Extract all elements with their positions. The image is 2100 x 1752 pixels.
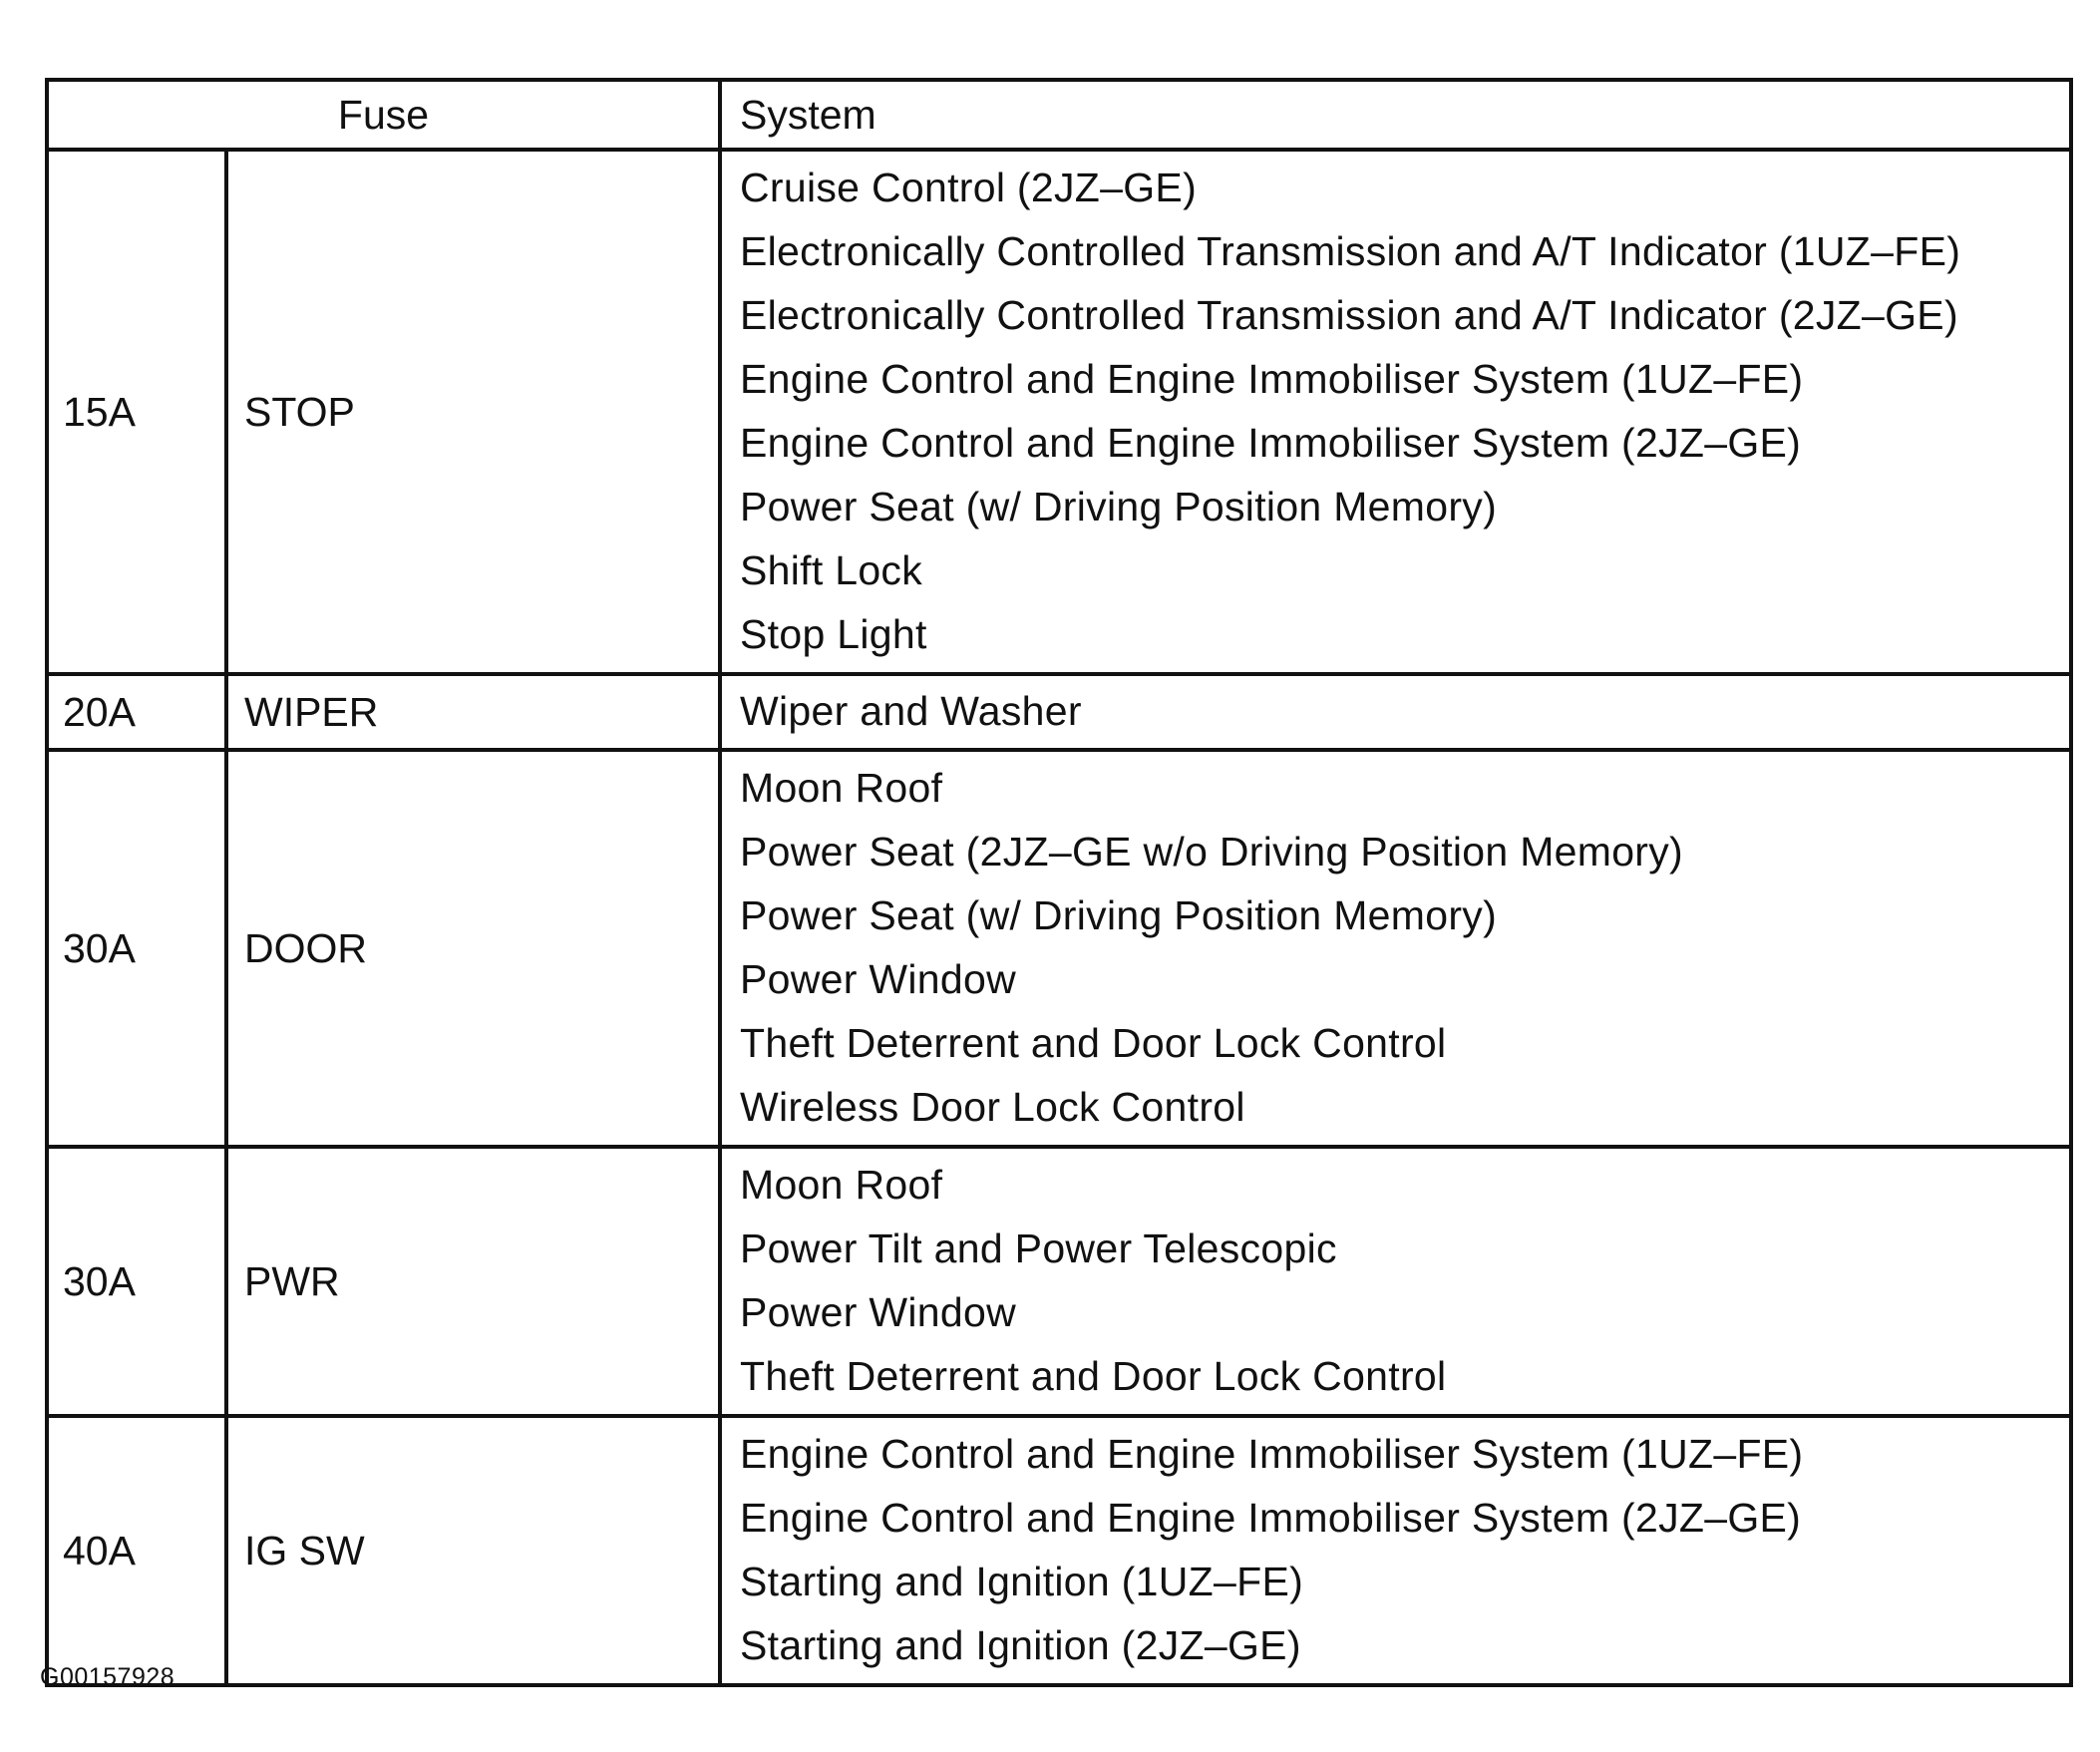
- figure-id: G00157928: [40, 1663, 175, 1691]
- system-item: Electronically Controlled Transmission and A/T Indicator (2JZ–GE): [740, 292, 1958, 338]
- fuse-name-cell: IG SW: [226, 1416, 720, 1685]
- system-list-cell: [720, 674, 2071, 750]
- system-item: Engine Control and Engine Immobiliser System (1UZ–FE): [740, 1431, 1804, 1477]
- fuse-name-cell: PWR: [226, 1147, 720, 1416]
- system-item: Power Window: [740, 956, 1017, 1002]
- system-list-cell: [720, 150, 2071, 674]
- system-list-cell: [720, 750, 2071, 1147]
- system-item: Power Window: [740, 1289, 1017, 1335]
- fuse-name-cell: STOP: [226, 150, 720, 674]
- fuse-amperage-cell: 20A: [47, 674, 226, 750]
- system-column-header: System: [720, 80, 2071, 150]
- fuse-name-cell: DOOR: [226, 750, 720, 1147]
- system-item: Electronically Controlled Transmission and A/T Indicator (1UZ–FE): [740, 228, 1961, 274]
- fuse-amperage-cell: 30A: [47, 1147, 226, 1416]
- table-row: [47, 1147, 2071, 1416]
- fuse-table: [45, 78, 2073, 1687]
- system-item: Power Seat (2JZ–GE w/o Driving Position Memory): [740, 829, 1684, 875]
- system-item: Moon Roof: [740, 1162, 943, 1208]
- system-list-cell: [720, 1416, 2071, 1685]
- system-item: Theft Deterrent and Door Lock Control: [740, 1020, 1447, 1066]
- fuse-amperage-cell: 40A: [47, 1416, 226, 1685]
- fuse-amperage-cell: 30A: [47, 750, 226, 1147]
- system-item: Wiper and Washer: [740, 688, 1082, 734]
- table-row: [47, 674, 2071, 750]
- system-item: Power Tilt and Power Telescopic: [740, 1226, 1337, 1271]
- system-item: Starting and Ignition (1UZ–FE): [740, 1559, 1304, 1604]
- system-item: Engine Control and Engine Immobiliser System (1UZ–FE): [740, 356, 1804, 402]
- system-list-cell: [720, 1147, 2071, 1416]
- fuse-column-header: Fuse: [47, 80, 720, 150]
- table-header-row: [47, 80, 2071, 150]
- system-item: Stop Light: [740, 611, 927, 657]
- table-row: [47, 1416, 2071, 1685]
- system-item: Engine Control and Engine Immobiliser System (2JZ–GE): [740, 1495, 1802, 1541]
- fuse-amperage-cell: 15A: [47, 150, 226, 674]
- system-item: Shift Lock: [740, 547, 923, 593]
- system-item: Wireless Door Lock Control: [740, 1084, 1245, 1130]
- fuse-name-cell: WIPER: [226, 674, 720, 750]
- system-item: Engine Control and Engine Immobiliser System (2JZ–GE): [740, 420, 1802, 466]
- system-item: Power Seat (w/ Driving Position Memory): [740, 892, 1498, 938]
- system-item: Theft Deterrent and Door Lock Control: [740, 1353, 1447, 1399]
- system-item: Starting and Ignition (2JZ–GE): [740, 1622, 1301, 1668]
- system-item: Power Seat (w/ Driving Position Memory): [740, 484, 1498, 529]
- table-row: [47, 750, 2071, 1147]
- system-item: Cruise Control (2JZ–GE): [740, 165, 1198, 210]
- table-row: [47, 150, 2071, 674]
- system-item: Moon Roof: [740, 765, 943, 811]
